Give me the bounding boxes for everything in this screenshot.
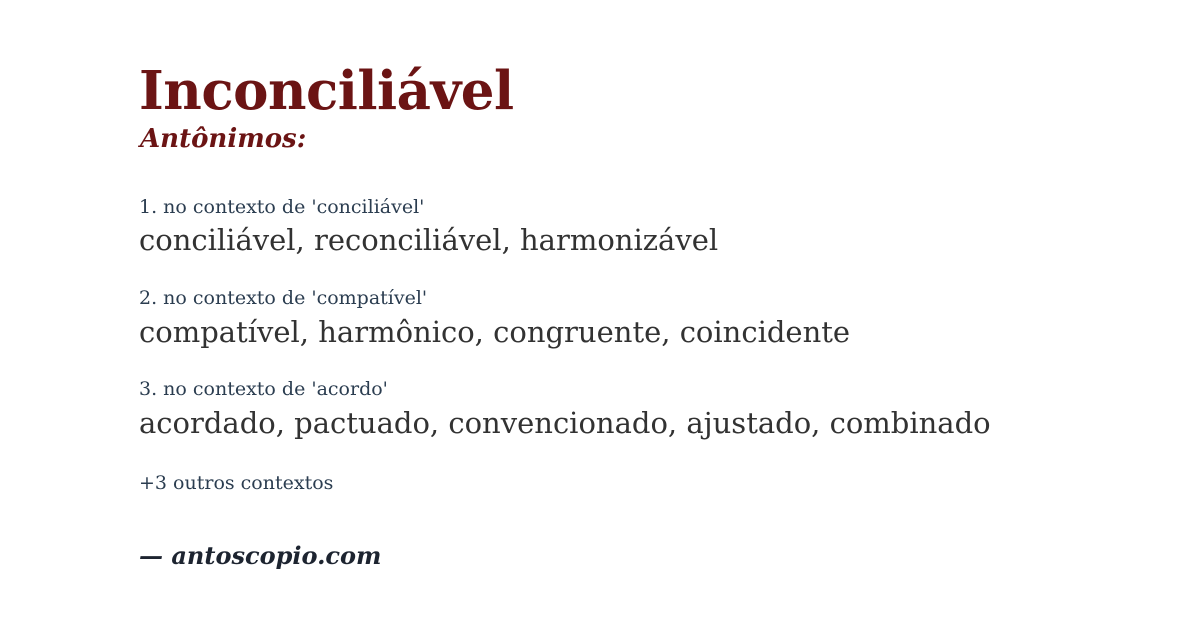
antonym-entries xyxy=(139,195,1140,443)
page-title: Inconciliável xyxy=(139,60,514,122)
site-attribution: — antoscopio.com xyxy=(139,541,382,571)
more-contexts-link[interactable]: +3 outros contextos xyxy=(139,471,334,494)
entry-words-3: acordado, pactuado, convencionado, ajustado, combinado xyxy=(139,405,991,440)
entry-context-1: 1. no contexto de 'conciliável' xyxy=(139,195,425,218)
entry-words-1: conciliável, reconciliável, harmonizável xyxy=(139,223,719,258)
antonym-entry xyxy=(139,195,1140,260)
antonym-entry xyxy=(139,377,1140,442)
entry-context-3: 3. no contexto de 'acordo' xyxy=(139,378,388,401)
antonym-entry xyxy=(139,286,1140,351)
page-subtitle: Antônimos: xyxy=(140,124,307,155)
entry-words-2: compatível, harmônico, congruente, coincidente xyxy=(139,314,851,349)
entry-context-2: 2. no contexto de 'compatível' xyxy=(139,286,428,309)
